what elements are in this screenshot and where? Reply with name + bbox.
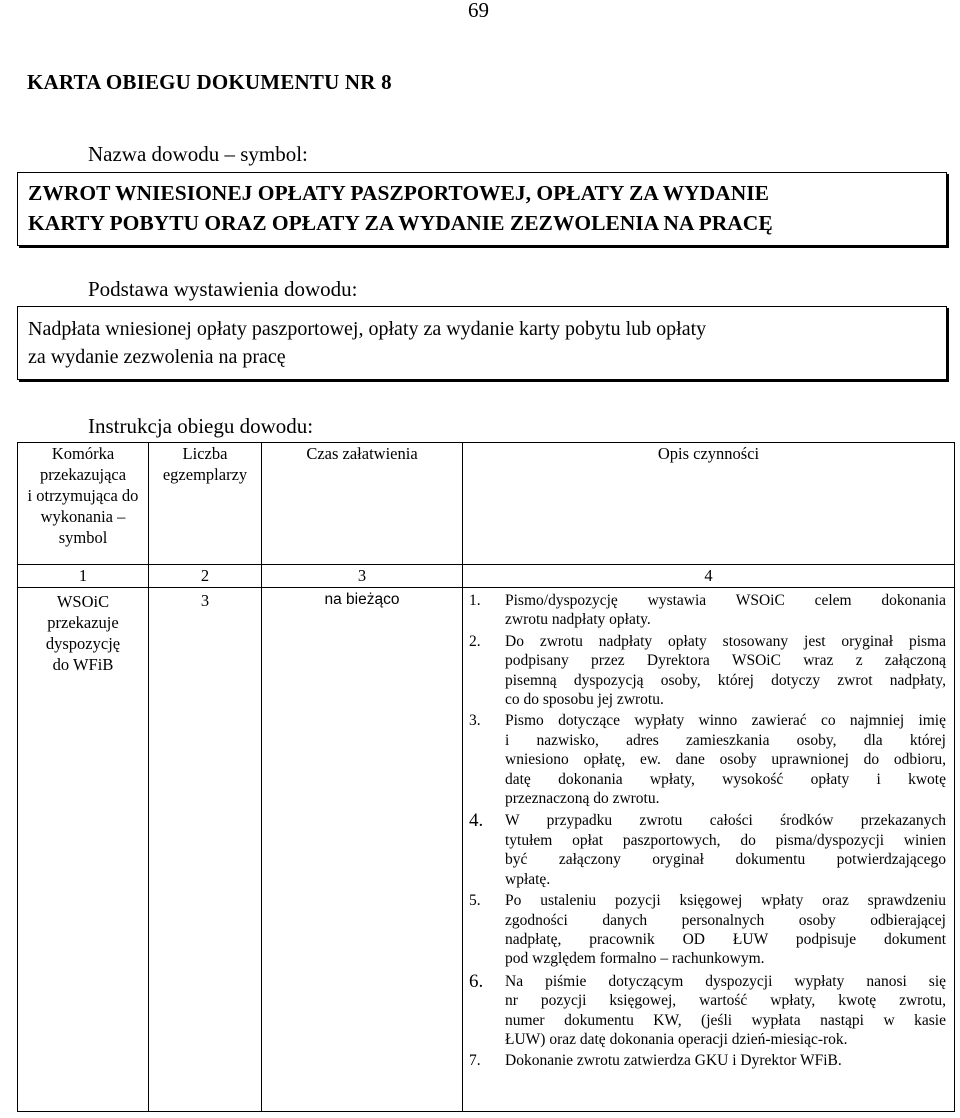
step-text (505, 972, 946, 1050)
step-number: 6. (469, 970, 484, 992)
step-line: pod względem formalno – rachunkowym. (505, 950, 765, 968)
header-text: egzemplarzy (162, 465, 248, 484)
table-header-row (18, 443, 955, 565)
list-item (469, 1051, 946, 1070)
step-line: datę dokonania wpłaty, wysokość opłaty i kwotę (505, 770, 946, 788)
step-line: ŁUW) oraz datę dokonania operacji dzień-miesiąc-rok. (505, 1030, 848, 1048)
step-text (505, 811, 946, 889)
step-line: przeznaczoną do zwrotu. (505, 790, 660, 808)
doc-name-label: Nazwa dowodu – symbol: (88, 142, 308, 166)
step-number: 1. (469, 592, 481, 609)
description-cell (463, 588, 955, 1112)
step-line: W przypadku zwrotu całości środków przekazanych (505, 812, 946, 830)
step-line: wpłatę. (505, 870, 551, 888)
step-line: numer dokumentu KW, (jeśli wypłata nastąpi w kasie (505, 1011, 946, 1029)
document-title: KARTA OBIEGU DOKUMENTU NR 8 (27, 70, 392, 94)
header-text: Komórka (51, 444, 115, 463)
header-copies (149, 443, 262, 565)
step-number: 5. (469, 892, 481, 910)
step-line: Do zwrotu nadpłaty opłaty stosowany jest oryginał pisma (505, 632, 946, 650)
step-line: Pismo/dyspozycję wystawia WSOiC celem dokonania (505, 592, 946, 609)
circulation-table (17, 442, 955, 1112)
list-item (469, 711, 946, 808)
basis-line: Nadpłata wniesionej opłaty paszportowej, opłaty za wydanie karty pobytu lub opłaty (28, 318, 707, 340)
unit-cell (18, 588, 149, 1112)
step-number: 2. (469, 632, 481, 650)
step-text (505, 891, 946, 969)
list-item (469, 891, 946, 969)
step-text (505, 1051, 946, 1070)
step-line: pisemną dyspozycją osoby, której dotyczy zwrot nadpłaty, (505, 671, 946, 689)
list-item (469, 972, 946, 1050)
step-line: Pismo dotyczące wypłaty winno zawierać co najmniej imię (505, 712, 946, 730)
table-row (18, 588, 955, 1112)
unit-text: do WFiB (52, 655, 114, 674)
step-number: 3. (469, 712, 481, 730)
time-cell: na bieżąco (262, 588, 463, 1112)
step-line: Na piśmie dotyczącym dyspozycji wypłaty nanosi się (505, 972, 946, 990)
instruction-label: Instrukcja obiegu dowodu: (88, 414, 314, 438)
unit-text: dyspozycję (45, 634, 121, 653)
header-text: wykonania – (40, 507, 126, 526)
list-item (469, 632, 946, 710)
list-item (469, 591, 946, 630)
header-description: Opis czynności (463, 443, 955, 565)
page-number: 69 (468, 0, 489, 22)
step-line: podpisany przez Dyrektora WSOiC wraz z załączoną (505, 652, 946, 670)
step-text (505, 591, 946, 630)
doc-name-box (17, 172, 947, 246)
doc-name-line: KARTY POBYTU ORAZ OPŁATY ZA WYDANIE ZEZWOLENIA NA PRACĘ (28, 211, 773, 235)
step-text (505, 632, 946, 710)
step-line: być załączony oryginał dokumentu potwierdzającego (505, 851, 946, 869)
step-line: co do sposobu jej zwrotu. (505, 691, 664, 709)
column-number: 1 (18, 565, 149, 588)
step-line: nr pozycji księgowej, wartość wpłaty, kwotę zwrotu, (505, 992, 946, 1010)
step-number: 7. (469, 1052, 481, 1070)
basis-label: Podstawa wystawienia dowodu: (88, 277, 358, 301)
header-text: przekazująca (39, 465, 127, 484)
step-line: nadpłatę, pracownik OD ŁUW podpisuje dokument (505, 930, 946, 948)
header-text: symbol (58, 528, 108, 547)
step-line: zwrotu nadpłaty opłaty. (505, 611, 651, 629)
step-text (505, 711, 946, 808)
doc-name-line: ZWROT WNIESIONEJ OPŁATY PASZPORTOWEJ, OPŁATY ZA WYDANIE (28, 181, 769, 205)
step-line: zgodności danych personalnych osoby odbierającej (505, 911, 946, 929)
list-item (469, 811, 946, 889)
step-number: 4. (469, 810, 484, 832)
column-number-row (18, 565, 955, 588)
header-time: Czas załatwienia (262, 443, 463, 565)
column-number: 4 (463, 565, 955, 588)
unit-text: WSOiC (56, 592, 110, 611)
basis-line: za wydanie zezwolenia na pracę (28, 346, 286, 368)
column-number: 2 (149, 565, 262, 588)
step-line: tytułem opłat paszportowych, do pisma/dyspozycji winien (505, 831, 946, 849)
column-number: 3 (262, 565, 463, 588)
header-text: Liczba (182, 444, 228, 463)
step-line: Dokonanie zwrotu zatwierdza GKU i Dyrektor WFiB. (505, 1052, 842, 1070)
copies-cell: 3 (149, 588, 262, 1112)
step-line: i nazwisko, adres zamieszkania osoby, dla której (505, 731, 946, 749)
header-unit (18, 443, 149, 565)
step-line: Po ustaleniu pozycji księgowej wpłaty oraz sprawdzeniu (505, 892, 946, 910)
header-text: i otrzymująca do (27, 486, 139, 505)
step-line: wniesiono opłatę, ew. dane osoby uprawnionej do odbioru, (505, 751, 946, 769)
unit-text: przekazuje (47, 613, 119, 632)
basis-box (17, 306, 947, 380)
